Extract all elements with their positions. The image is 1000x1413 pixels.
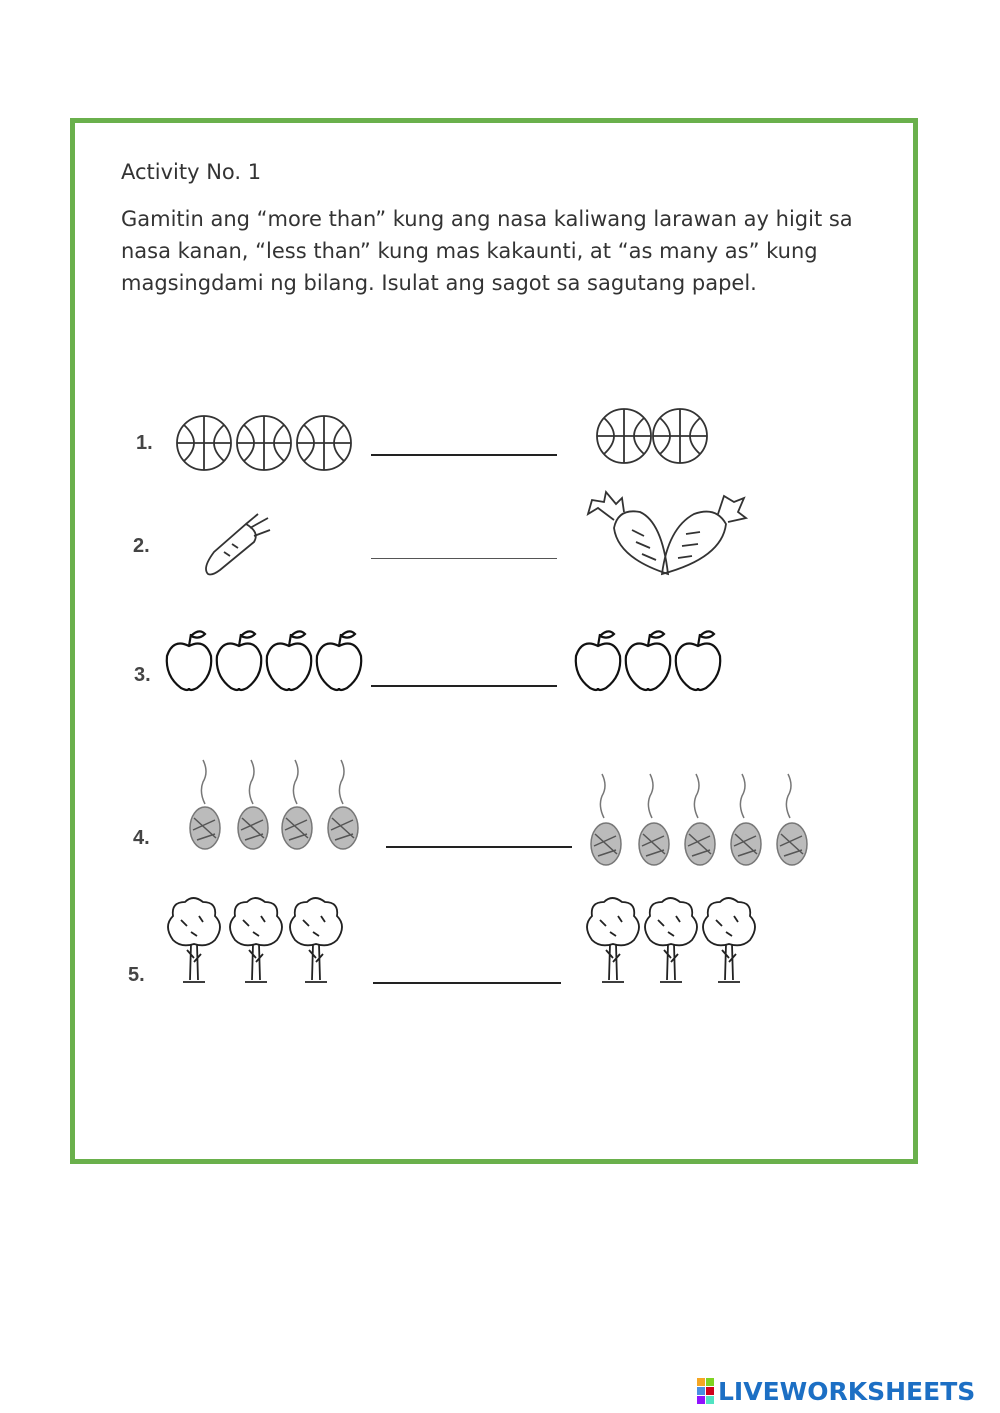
- activity-title: Activity No. 1: [121, 160, 262, 184]
- basketball-icon: [177, 416, 231, 470]
- item-3-right-apples: [572, 626, 724, 692]
- answer-line-2[interactable]: [371, 558, 557, 559]
- answer-line-1[interactable]: [371, 454, 557, 456]
- item-number: 1.: [136, 432, 153, 454]
- mango-icon: [282, 760, 312, 849]
- answer-line-5[interactable]: [373, 982, 561, 984]
- apple-icon: [576, 631, 620, 690]
- item-4-right-mangoes: [588, 772, 824, 868]
- mango-icon: [591, 774, 621, 865]
- apple-icon: [167, 631, 211, 690]
- tree-icon: [230, 898, 282, 982]
- apple-icon: [626, 631, 670, 690]
- basketball-icon: [297, 416, 351, 470]
- liveworksheets-logo-icon: [697, 1378, 715, 1404]
- apple-icon: [317, 631, 361, 690]
- item-number: 4.: [133, 827, 150, 849]
- item-1-left-basketballs: [175, 413, 355, 473]
- item-2-right-carrots: [578, 488, 750, 580]
- item-number: 5.: [128, 964, 145, 986]
- tree-icon: [645, 898, 697, 982]
- mango-icon: [639, 774, 669, 865]
- mango-icon: [685, 774, 715, 865]
- carrot-icon: [588, 492, 668, 574]
- tree-icon: [703, 898, 755, 982]
- liveworksheets-logo[interactable]: [697, 1374, 975, 1408]
- item-1-right-basketballs: [594, 406, 714, 466]
- basketball-icon: [597, 409, 651, 463]
- mango-icon: [777, 774, 807, 865]
- mango-icon: [328, 760, 358, 849]
- tree-icon: [168, 898, 220, 982]
- mango-icon: [731, 774, 761, 865]
- item-number: 3.: [134, 664, 151, 686]
- instructions-text: Gamitin ang “more than” kung ang nasa kaliwang larawan ay higit sa nasa kanan, “less than” kung mas kakaunti, at “as many as” kung magsingdami ng bilang. Isulat ang sagot sa sagutang papel.: [121, 207, 853, 295]
- answer-line-4[interactable]: [386, 846, 572, 848]
- item-5-left-trees: [163, 896, 353, 988]
- brand-name: LIVEWORKSHEETS: [718, 1376, 976, 1406]
- carrot-icon: [662, 496, 746, 574]
- mango-icon: [238, 760, 268, 849]
- tree-icon: [587, 898, 639, 982]
- item-5-right-trees: [582, 896, 762, 988]
- basketball-icon: [653, 409, 707, 463]
- basketball-icon: [237, 416, 291, 470]
- apple-icon: [676, 631, 720, 690]
- item-3-left-apples: [163, 626, 365, 692]
- item-4-left-mangoes: [185, 758, 365, 854]
- item-number: 2.: [133, 535, 150, 557]
- item-2-left-carrot: [200, 508, 275, 580]
- mango-icon: [190, 760, 220, 849]
- tree-icon: [290, 898, 342, 982]
- answer-line-3[interactable]: [371, 685, 557, 687]
- carrot-icon: [206, 514, 270, 575]
- apple-icon: [217, 631, 261, 690]
- apple-icon: [267, 631, 311, 690]
